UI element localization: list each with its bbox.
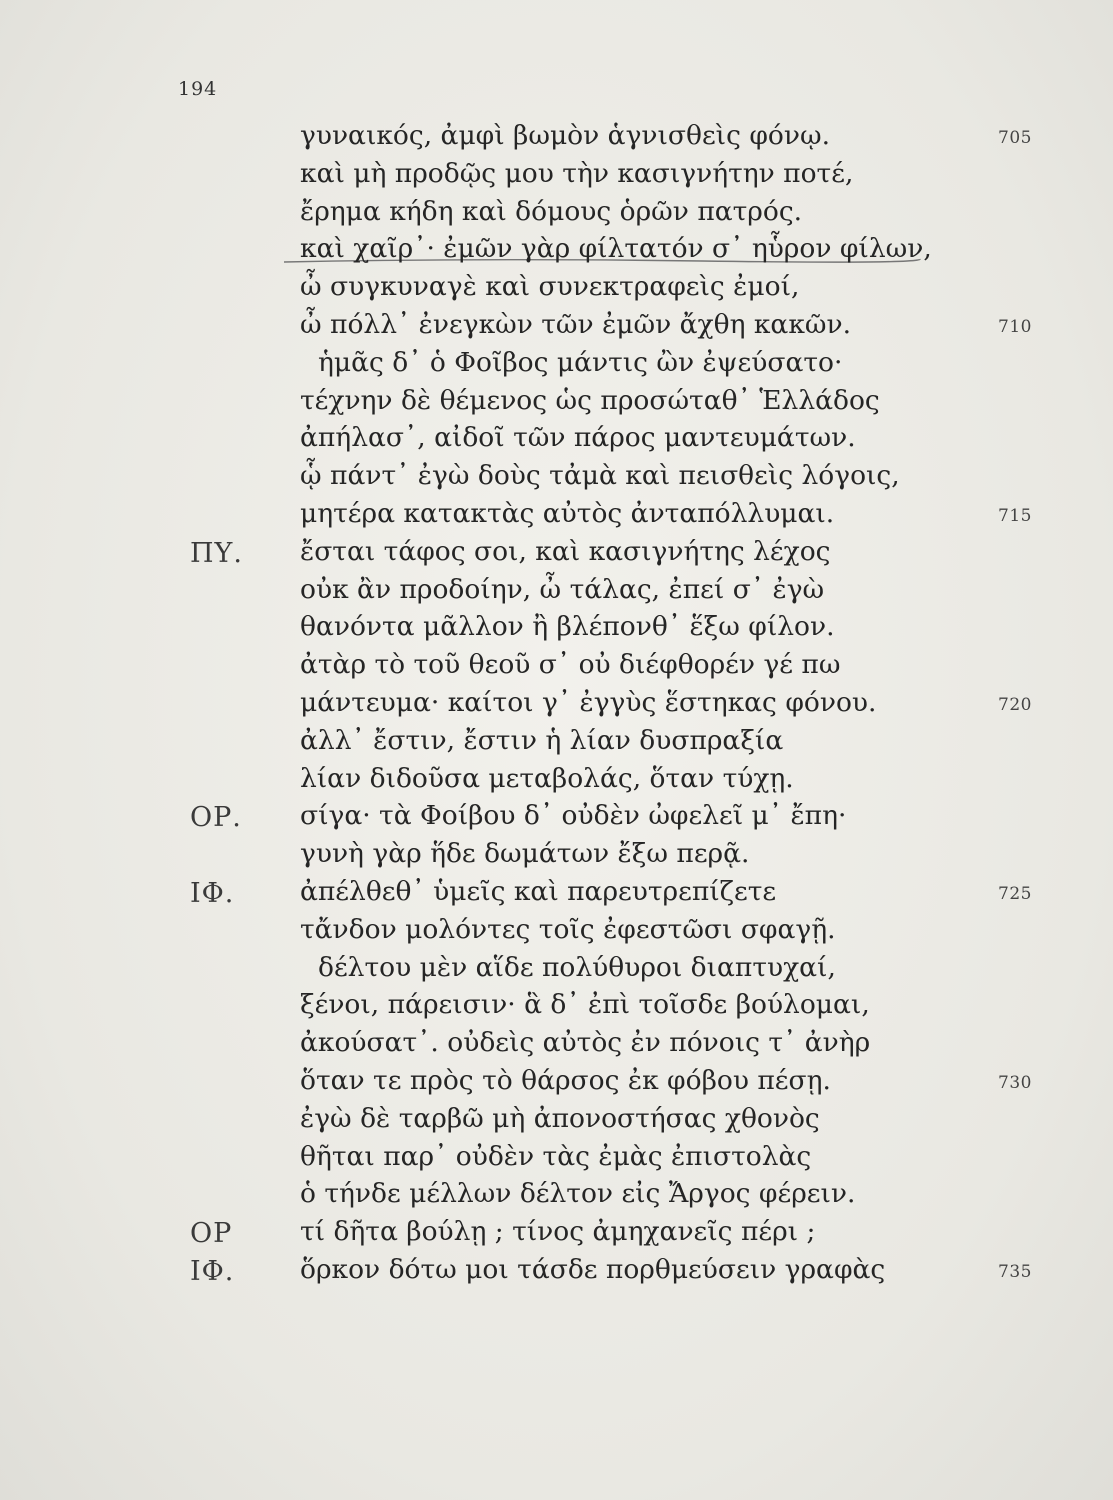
verse-line <box>0 876 1113 914</box>
verse-text: γυνὴ γὰρ ἥδε δωμάτων ἔξω περᾷ. <box>300 838 750 870</box>
verse-text: ἐγὼ δὲ ταρβῶ μὴ ἀπονοστήσας χθονὸς <box>300 1102 820 1134</box>
verse-text: ἡμᾶς δ᾽ ὁ Φοῖβος μάντις ὢν ἐψεύσατο· <box>318 346 843 378</box>
verse-line <box>0 687 1113 725</box>
speaker-label: ΟΡ. <box>190 802 242 834</box>
line-number: 710 <box>998 316 1032 337</box>
verse-text: ἔσται τάφος σοι, καὶ κασιγνήτης λέχος <box>300 535 831 567</box>
verse-block <box>0 120 1113 1292</box>
verse-text: μάντευμα· καίτοι γ᾽ ἐγγὺς ἕστηκας φόνου. <box>300 686 877 718</box>
verse-line <box>0 1141 1113 1179</box>
verse-line <box>0 725 1113 763</box>
verse-line <box>0 271 1113 309</box>
verse-line <box>0 158 1113 196</box>
verse-line <box>0 952 1113 990</box>
verse-line <box>0 1254 1113 1292</box>
verse-text: θανόντα μᾶλλον ἢ βλέπονθ᾽ ἕξω φίλον. <box>300 611 835 643</box>
speaker-label: ΠΥ. <box>190 537 243 569</box>
verse-text: ὁ τήνδε μέλλων δέλτον εἰς Ἄργος φέρειν. <box>300 1178 856 1210</box>
verse-line <box>0 196 1113 234</box>
verse-line <box>0 460 1113 498</box>
verse-text: τἄνδον μολόντες τοῖς ἐφεστῶσι σφαγῇ. <box>300 913 836 945</box>
verse-text: ὦ πόλλ᾽ ἐνεγκὼν τῶν ἐμῶν ἄχθη κακῶν. <box>300 308 852 340</box>
verse-line <box>0 1027 1113 1065</box>
verse-line <box>0 498 1113 536</box>
verse-text: ὅρκον δότω μοι τάσδε πορθμεύσειν γραφὰς <box>300 1253 886 1285</box>
verse-line <box>0 1065 1113 1103</box>
verse-line <box>0 1216 1113 1254</box>
speaker-label: ΟΡ <box>190 1218 233 1250</box>
line-number: 720 <box>998 694 1032 715</box>
line-number: 730 <box>998 1072 1032 1093</box>
verse-text: ἀπήλασ᾽, αἰδοῖ τῶν πάρος μαντευμάτων. <box>300 422 856 454</box>
verse-text: θῆται παρ᾽ οὐδὲν τὰς ἐμὰς ἐπιστολὰς <box>300 1140 812 1172</box>
verse-line <box>0 536 1113 574</box>
verse-line <box>0 422 1113 460</box>
verse-line <box>0 1103 1113 1141</box>
line-number: 705 <box>998 128 1032 148</box>
verse-line <box>0 763 1113 801</box>
verse-text: ὦ συγκυναγὲ καὶ συνεκτραφεὶς ἐμοί, <box>300 271 800 303</box>
verse-text: δέλτου μὲν αἵδε πολύθυροι διαπτυχαί, <box>318 951 836 983</box>
verse-text: οὐκ ἂν προδοίην, ὦ τάλας, ἐπεί σ᾽ ἐγὼ <box>300 573 825 605</box>
verse-text: ξένοι, πάρεισιν· ἃ δ᾽ ἐπὶ τοῖσδε βούλομαι, <box>300 989 870 1021</box>
verse-line <box>0 233 1113 271</box>
speaker-label: ΙΦ. <box>190 877 235 909</box>
speaker-label: ΙΦ. <box>190 1255 235 1287</box>
verse-line <box>0 120 1113 158</box>
verse-line <box>0 800 1113 838</box>
verse-line <box>0 649 1113 687</box>
verse-line <box>0 309 1113 347</box>
verse-text: ἀτὰρ τὸ τοῦ θεοῦ σ᾽ οὐ διέφθορέν γέ πω <box>300 649 841 681</box>
verse-line <box>0 574 1113 612</box>
verse-text: ὅταν τε πρὸς τὸ θάρσος ἐκ φόβου πέσῃ. <box>300 1064 831 1096</box>
verse-text: ἀλλ᾽ ἔστιν, ἔστιν ἡ λίαν δυσπραξία <box>300 724 784 756</box>
verse-line <box>0 385 1113 423</box>
verse-text: ᾧ πάντ᾽ ἐγὼ δοὺς τἀμὰ καὶ πεισθεὶς λόγοις, <box>300 460 900 492</box>
verse-text: σίγα· τὰ Φοίβου δ᾽ οὐδὲν ὠφελεῖ μ᾽ ἔπη· <box>300 800 847 832</box>
verse-line <box>0 838 1113 876</box>
line-number: 735 <box>998 1261 1032 1282</box>
verse-line <box>0 611 1113 649</box>
page-number: 194 <box>178 78 218 100</box>
verse-text: λίαν διδοῦσα μεταβολάς, ὅταν τύχῃ. <box>300 762 794 794</box>
verse-text: τί δῆτα βούλῃ ; τίνος ἀμηχανεῖς πέρι ; <box>300 1216 816 1248</box>
verse-text: μητέρα κατακτὰς αὐτὸς ἀνταπόλλυμαι. <box>300 497 835 529</box>
line-number: 725 <box>998 883 1032 904</box>
line-number: 715 <box>998 505 1032 526</box>
verse-text: καὶ μὴ προδῷς μου τὴν κασιγνήτην ποτέ, <box>300 157 854 189</box>
verse-text: ἔρημα κήδη καὶ δόμους ὁρῶν πατρός. <box>300 195 803 227</box>
verse-line <box>0 347 1113 385</box>
verse-text: ἀπέλθεθ᾽ ὑμεῖς καὶ παρευτρεπίζετε <box>300 875 777 907</box>
verse-line <box>0 1178 1113 1216</box>
verse-text: τέχνην δὲ θέμενος ὡς προσώταθ᾽ Ἑλλάδος <box>300 384 880 416</box>
verse-line <box>0 989 1113 1027</box>
verse-line <box>0 914 1113 952</box>
verse-text: καὶ χαῖρ᾽· ἐμῶν γὰρ φίλτατόν σ᾽ ηὗρον φίλων, <box>300 233 932 265</box>
verse-text: γυναικός, ἀμφὶ βωμὸν ἁγνισθεὶς φόνῳ. <box>300 120 830 151</box>
verse-text: ἀκούσατ᾽. οὐδεὶς αὐτὸς ἐν πόνοις τ᾽ ἀνὴρ <box>300 1027 871 1059</box>
